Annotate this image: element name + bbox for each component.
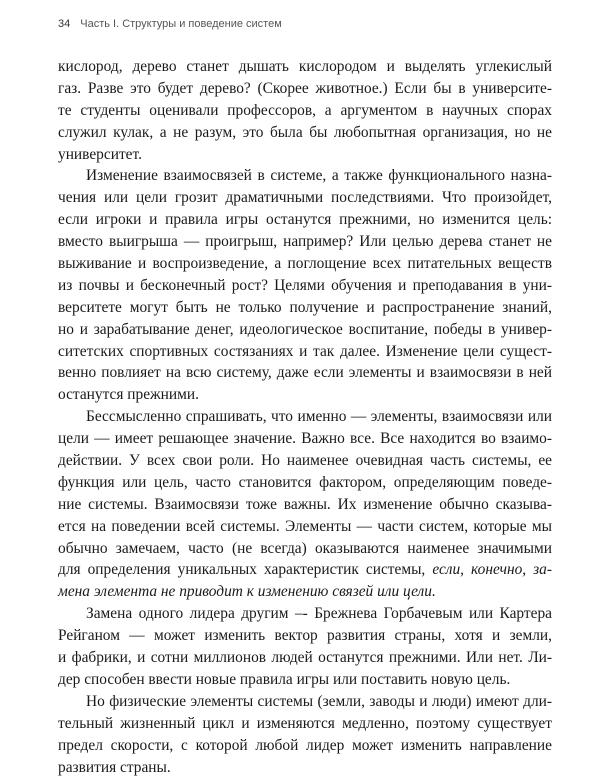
text-line: газ. Разве это будет дерево? (Скорее животное.) Если бы в университе- xyxy=(58,78,552,100)
paragraph xyxy=(58,165,552,406)
paragraph xyxy=(58,603,552,691)
text-line: и фабрики, и сотни миллионов людей останутся прежними. Или нет. Ли- xyxy=(58,647,552,669)
text-line: кислород, дерево станет дышать кислородом и выделять углекислый xyxy=(58,56,552,78)
text-line xyxy=(58,581,552,603)
running-title: Часть I. Структуры и поведение систем xyxy=(80,18,282,30)
text-line: из почвы и бесконечный рост? Целями обучения и преподавания в уни- xyxy=(58,275,552,297)
text-line: вместо выигрыша — проигрыш, например? Или целью дерева станет не xyxy=(58,231,552,253)
text-line: Бессмысленно спрашивать, что именно — элементы, взаимосвязи или xyxy=(58,406,552,428)
text-line: ние системы. Взаимосвязи тоже важны. Их изменение обычно сказыва- xyxy=(58,494,552,516)
italic-text: мена элемента не приводит к изменению связей или цели. xyxy=(58,583,436,600)
body-text xyxy=(58,56,552,778)
running-header xyxy=(58,18,282,30)
paragraph xyxy=(58,406,552,603)
text-line: университет. xyxy=(58,144,552,166)
text-segment: для определения уникальных характеристик системы, xyxy=(58,561,425,578)
page-number: 34 xyxy=(58,18,70,30)
text-line: обычно замечаем, часто (не всегда) оказываются наименее значимыми xyxy=(58,538,552,560)
text-line: служил кулак, а не разум, это была бы любопытная организация, но не xyxy=(58,122,552,144)
text-line: Но физические элементы системы (земли, заводы и люди) имеют дли- xyxy=(58,691,552,713)
text-line: развития страны. xyxy=(58,757,552,778)
text-line: ется на поведении всей системы. Элементы — части систем, которые мы xyxy=(58,516,552,538)
text-line: цели — имеет решающее значение. Важно все. Все находится во взаимо- xyxy=(58,428,552,450)
text-line: функция или цель, часто становится фактором, определяющим поведе- xyxy=(58,472,552,494)
text-line: Изменение взаимосвязей в системе, а также функционального назна- xyxy=(58,165,552,187)
text-line: Рейганом — может изменить вектор развития страны, хотя и земли, xyxy=(58,625,552,647)
italic-text: если, конечно, за- xyxy=(425,561,552,578)
text-line: выживание и воспроизведение, а поглощение всех питательных веществ xyxy=(58,253,552,275)
text-line: ситетских спортивных состязаниях и так далее. Изменение цели сущест- xyxy=(58,341,552,363)
text-line: те студенты оценивали профессоров, а аргументом в научных спорах xyxy=(58,100,552,122)
paragraph xyxy=(58,691,552,778)
text-line: предел скорости, с которой любой лидер может изменить направление xyxy=(58,735,552,757)
text-line: верситете могут быть не только получение и распространение знаний, xyxy=(58,297,552,319)
text-line: венно повлияет на всю систему, даже если элементы и взаимосвязи в ней xyxy=(58,362,552,384)
text-line xyxy=(58,559,552,581)
text-line: Замена одного лидера другим –- Брежнева Горбачевым или Картера xyxy=(58,603,552,625)
paragraph xyxy=(58,56,552,165)
text-line: действии. У всех свои роли. Но наименее очевидная часть системы, ее xyxy=(58,450,552,472)
text-line: если игроки и правила игры останутся прежними, но изменится цель: xyxy=(58,209,552,231)
text-line: тельный жизненный цикл и изменяются медленно, поэтому существует xyxy=(58,713,552,735)
text-line: чения или цели грозит драматичными последствиями. Что произойдет, xyxy=(58,187,552,209)
text-line: но и зарабатывание денег, идеологическое воспитание, победы в универ- xyxy=(58,319,552,341)
text-line: останутся прежними. xyxy=(58,384,552,406)
text-line: дер способен ввести новые правила игры или поставить новую цель. xyxy=(58,669,552,691)
